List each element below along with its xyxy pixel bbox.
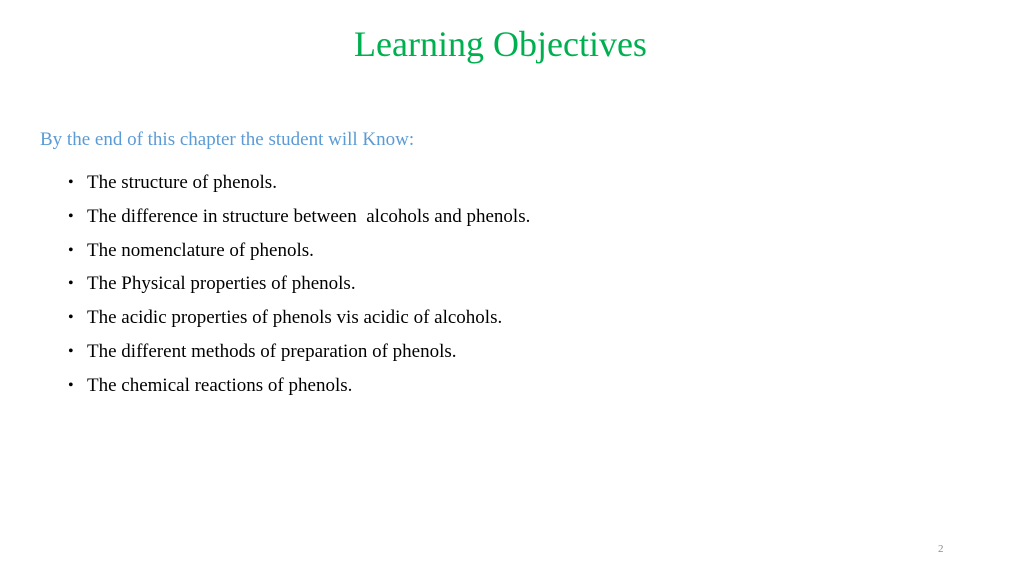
objective-item [68,166,530,200]
objective-text: The different methods of preparation of phenols. [87,340,457,362]
slide-subtitle: By the end of this chapter the student will Know: [40,129,415,150]
bullet-icon: • [68,376,74,394]
objective-text: The difference in structure between alcohols and phenols. [87,205,531,227]
objective-item [68,369,530,403]
bullet-icon: • [68,174,74,191]
objective-text: The chemical reactions of phenols. [87,374,353,396]
objective-text: The acidic properties of phenols vis acidic of alcohols. [87,307,503,329]
slide-title: Learning Objectives [354,24,647,64]
bullet-icon: • [68,309,74,327]
objective-text: The Physical properties of phenols. [87,273,356,295]
objective-text: The structure of phenols. [87,172,277,193]
objective-item [68,301,530,335]
objective-text: The nomenclature of phenols. [87,239,314,261]
objective-item [68,335,530,369]
bullet-icon: • [68,342,74,360]
objective-item [68,234,530,268]
bullet-icon: • [68,207,74,225]
objective-item [68,200,530,234]
bullet-icon: • [68,275,74,293]
bullet-icon: • [68,241,74,259]
objective-item [68,267,530,301]
page-number: 2 [938,543,944,555]
objectives-list [68,166,530,403]
